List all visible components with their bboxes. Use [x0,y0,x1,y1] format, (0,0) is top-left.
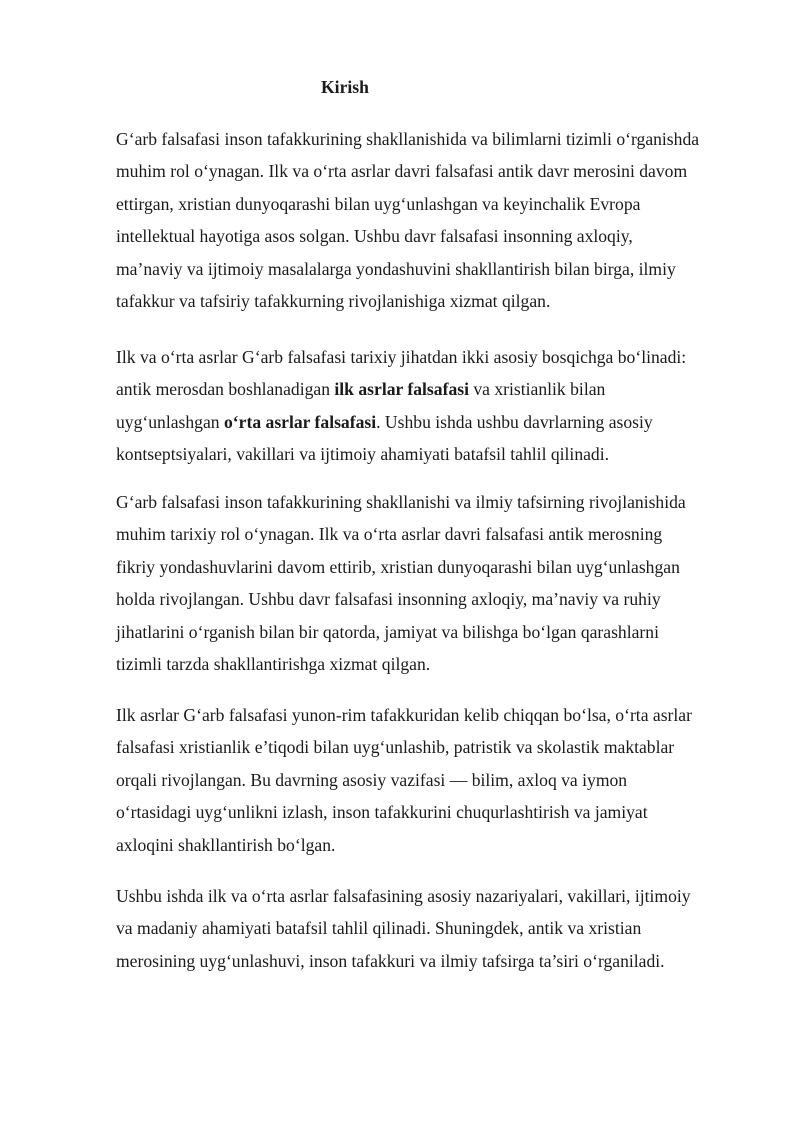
text-segment: va xristianlik bilan [468,379,606,400]
text-line: fikriy yondashuvlarini davom ettirib, xristian dunyoqarashi bilan uyg‘unlashgan [116,556,680,577]
page-title: Kirish [321,77,369,97]
paragraph-5 [116,880,756,977]
text-line: Ilk asrlar G‘arb falsafasi yunon-rim tafakkuridan kelib chiqqan bo‘lsa, o‘rta asrlar [116,705,692,725]
text-line: holda rivojlangan. Ushbu davr falsafasi insonning axloqiy, ma’naviy va ruhiy [116,589,661,610]
text-segment: antik merosdan boshlanadigan [116,379,335,400]
paragraph-4 [116,699,756,861]
text-line: jihatlarini o‘rganish bilan bir qatorda, jamiyat va bilishga bo‘lgan qarashlarni [116,621,659,642]
text-line: axloqini shakllantirish bo‘lgan. [116,834,336,855]
text-line: va madaniy ahamiyati batafsil tahlil qilinadi. Shuningdek, antik va xristian [116,918,642,939]
text-segment: . Ushbu ishda ushbu davrlarning asosiy [376,411,653,432]
text-line: ma’naviy va ijtimoiy masalalarga yondashuvini shakllantirish bilan birga, ilmiy [116,258,676,279]
text-line: ettirgan, xristian dunyoqarashi bilan uyg‘unlashgan va keyinchalik Evropa [116,193,641,214]
bold-term: ilk asrlar falsafasi [334,379,469,400]
bold-term: o‘rta asrlar falsafasi [224,411,377,432]
text-line: tafakkur va tafsiriy tafakkurning rivojlanishiga xizmat qilgan. [116,291,551,312]
text-line: orqali rivojlangan. Bu davrning asosiy vazifasi — bilim, axloq va iymon [116,769,628,790]
text-line [116,406,756,438]
text-line: G‘arb falsafasi inson tafakkurining shakllanishida va bilimlarni tizimli o‘rganishda [116,129,700,149]
text-line: o‘rtasidagi uyg‘unlikni izlash, inson tafakkurini chuqurlashtirish va jamiyat [116,802,648,823]
text-line: Ilk va o‘rta asrlar G‘arb falsafasi tarixiy jihatdan ikki asosiy bosqichga bo‘linadi: [116,347,687,367]
text-line: Ushbu ishda ilk va o‘rta asrlar falsafasining asosiy nazariyalari, vakillari, ijtimoiy [116,886,691,906]
text-line: muhim tarixiy rol o‘ynagan. Ilk va o‘rta asrlar davri falsafasi antik merosning [116,524,663,545]
text-line: tizimli tarzda shakllantirishga xizmat qilgan. [116,654,431,675]
text-line: intellektual hayotiga asos solgan. Ushbu davr falsafasi insonning axloqiy, [116,226,633,247]
paragraph-3 [116,486,756,680]
paragraph-2 [116,341,756,471]
text-line: falsafasi xristianlik e’tiqodi bilan uyg‘unlashib, patristik va skolastik maktablar [116,737,675,758]
text-line: merosining uyg‘unlashuvi, inson tafakkuri va ilmiy tafsirga ta’siri o‘rganiladi. [116,950,665,971]
text-line [116,373,756,405]
text-line: muhim rol o‘ynagan. Ilk va o‘rta asrlar davri falsafasi antik davr merosini davom [116,161,688,182]
text-line: G‘arb falsafasi inson tafakkurining shakllanishi va ilmiy tafsirning rivojlanishida [116,492,686,512]
paragraph-1 [116,123,756,317]
text-line: kontseptsiyalari, vakillari va ijtimoiy ahamiyati batafsil tahlil qilinadi. [116,444,610,465]
text-segment: uyg‘unlashgan [116,411,224,432]
